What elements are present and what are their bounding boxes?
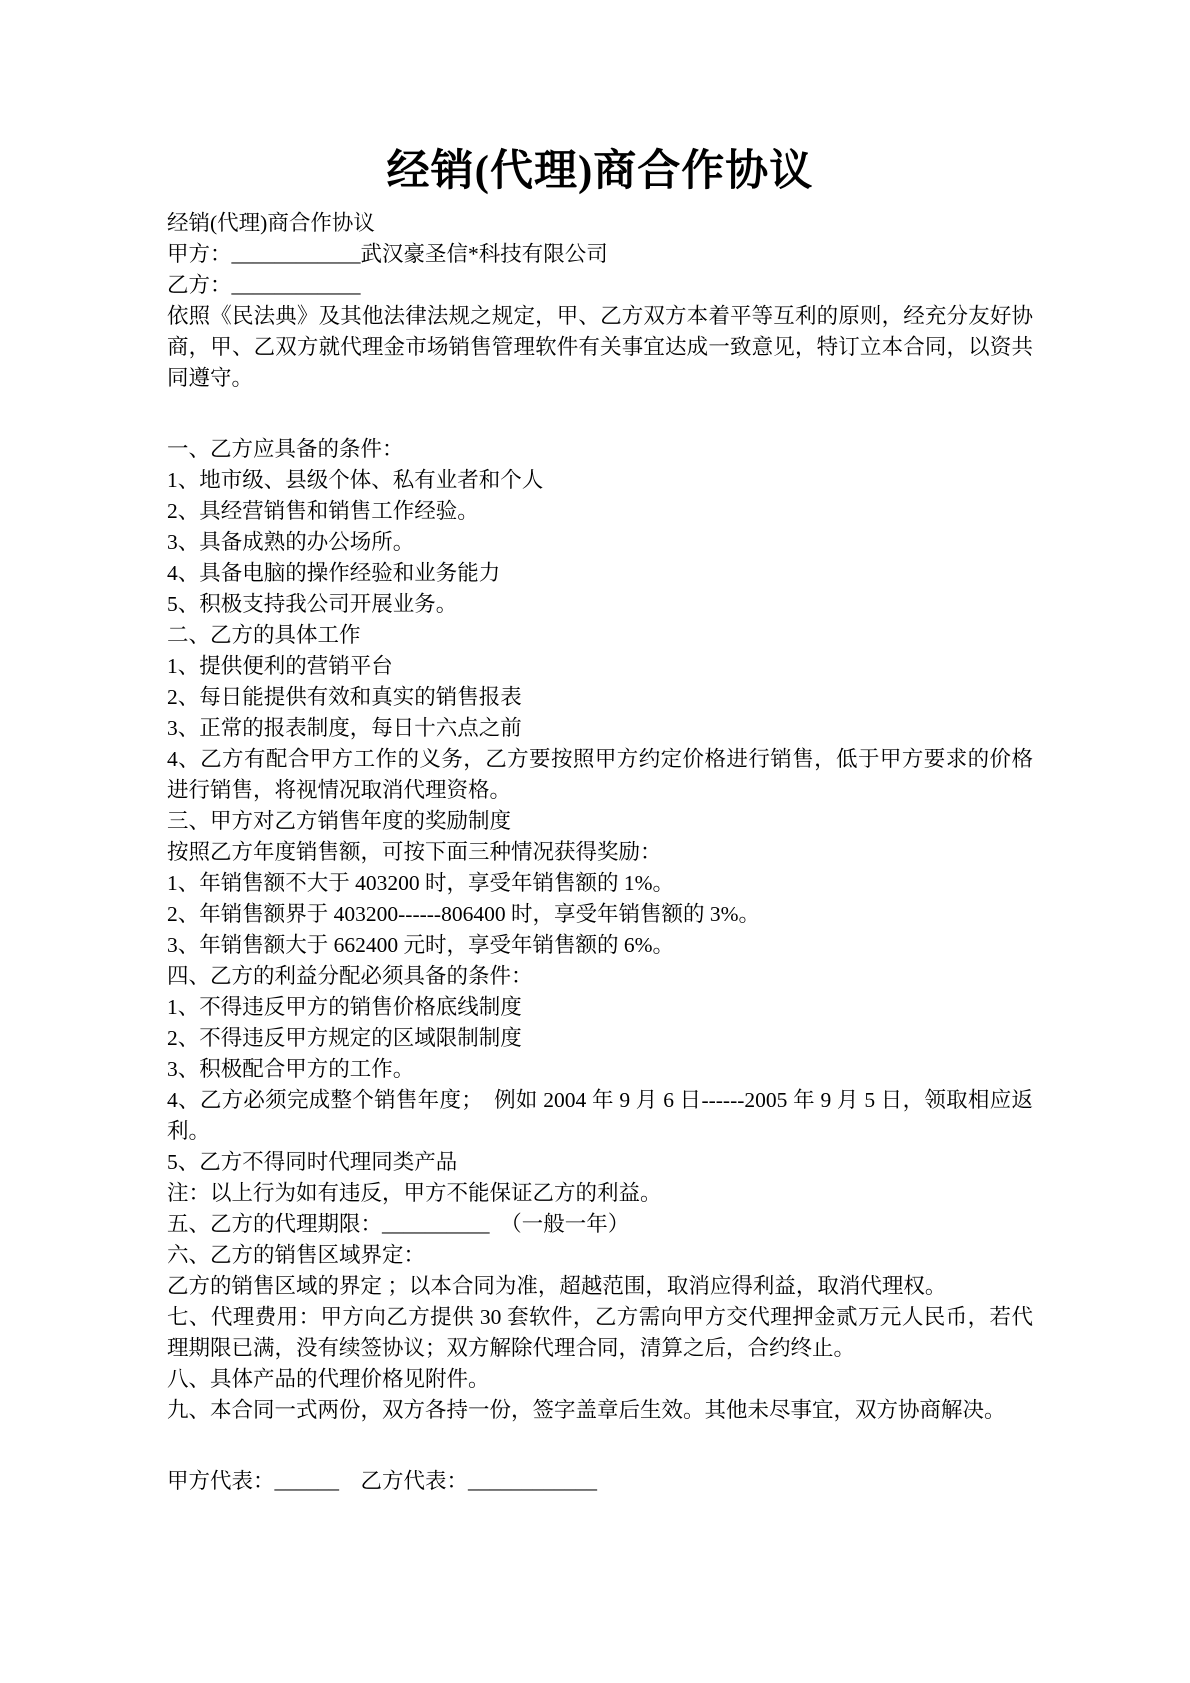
- blank-line: [167, 394, 1033, 434]
- document-body: [167, 208, 1033, 1497]
- paragraph-line: 2、不得违反甲方规定的区域限制制度: [167, 1026, 522, 1050]
- paragraph-line: 3、正常的报表制度，每日十六点之前: [167, 716, 522, 740]
- paragraph-line: 乙方：____________: [167, 273, 361, 297]
- paragraph-line: 3、积极配合甲方的工作。: [167, 1057, 415, 1081]
- document-title: 经销(代理)商合作协议: [386, 148, 814, 195]
- paragraph-line: 乙方的销售区域的界定 ；以本合同为准，超越范围，取消应得利益，取消代理权。: [167, 1274, 947, 1298]
- paragraph-line: 2、年销售额界于 403200------806400 时，享受年销售额的 3%。: [167, 902, 760, 926]
- paragraph-line: 1、地市级、县级个体、私有业者和个人: [167, 468, 544, 492]
- paragraph-line: 4、乙方有配合甲方工作的义务，乙方要按照甲方约定价格进行销售，低于甲方要求的价格进行销售，将视情况取消代理资格。: [167, 747, 1033, 802]
- paragraph-line: 五、乙方的代理期限：__________ （一般一年）: [167, 1212, 630, 1236]
- paragraph-line: 3、年销售额大于 662400 元时，享受年销售额的 6%。: [167, 933, 675, 957]
- paragraph-line: 1、年销售额不大于 403200 时，享受年销售额的 1%。: [167, 871, 675, 895]
- paragraph-line: 1、不得违反甲方的销售价格底线制度: [167, 995, 522, 1019]
- paragraph-line: 六、乙方的销售区域界定：: [167, 1243, 426, 1267]
- paragraph-line: 4、乙方必须完成整个销售年度； 例如 2004 年 9 月 6 日------2005 年 9 月 5 日，领取相应返利。: [167, 1088, 1033, 1143]
- blank-line: [167, 1426, 1033, 1466]
- paragraph-line: 经销(代理)商合作协议: [167, 211, 375, 235]
- paragraph-line: 八、具体产品的代理价格见附件。: [167, 1367, 490, 1391]
- paragraph-line: 4、具备电脑的操作经验和业务能力: [167, 561, 501, 585]
- paragraph-line: 2、每日能提供有效和真实的销售报表: [167, 685, 522, 709]
- paragraph-line: 2、具经营销售和销售工作经验。: [167, 499, 479, 523]
- paragraph-line: 甲方代表：______ 乙方代表：____________: [167, 1469, 598, 1493]
- paragraph-line: 甲方：____________武汉豪圣信*科技有限公司: [167, 242, 608, 266]
- paragraph-line: 二、乙方的具体工作: [167, 623, 361, 647]
- paragraph-line: 三、甲方对乙方销售年度的奖励制度: [167, 809, 512, 833]
- paragraph-line: 5、乙方不得同时代理同类产品: [167, 1150, 458, 1174]
- paragraph-line: 依照《民法典》及其他法律法规之规定，甲、乙方双方本着平等互利的原则，经充分友好协商，甲、乙双方就代理金市场销售管理软件有关事宜达成一致意见，特订立本合同，以资共同遵守。: [167, 304, 1033, 390]
- paragraph-line: 九、本合同一式两份，双方各持一份，签字盖章后生效。其他未尽事宜，双方协商解决。: [167, 1398, 1006, 1422]
- paragraph-line: 七、代理费用：甲方向乙方提供 30 套软件，乙方需向甲方交代理押金贰万元人民币，若代理期限已满，没有续签协议；双方解除代理合同，清算之后，合约终止。: [167, 1305, 1033, 1360]
- paragraph-line: 四、乙方的利益分配必须具备的条件：: [167, 964, 533, 988]
- paragraph-line: 1、提供便利的营销平台: [167, 654, 393, 678]
- paragraph-line: 按照乙方年度销售额，可按下面三种情况获得奖励：: [167, 840, 662, 864]
- paragraph-line: 一、乙方应具备的条件：: [167, 437, 404, 461]
- paragraph-line: 3、具备成熟的办公场所。: [167, 530, 415, 554]
- paragraph-line: 注：以上行为如有违反，甲方不能保证乙方的利益。: [167, 1181, 662, 1205]
- paragraph-line: 5、积极支持我公司开展业务。: [167, 592, 458, 616]
